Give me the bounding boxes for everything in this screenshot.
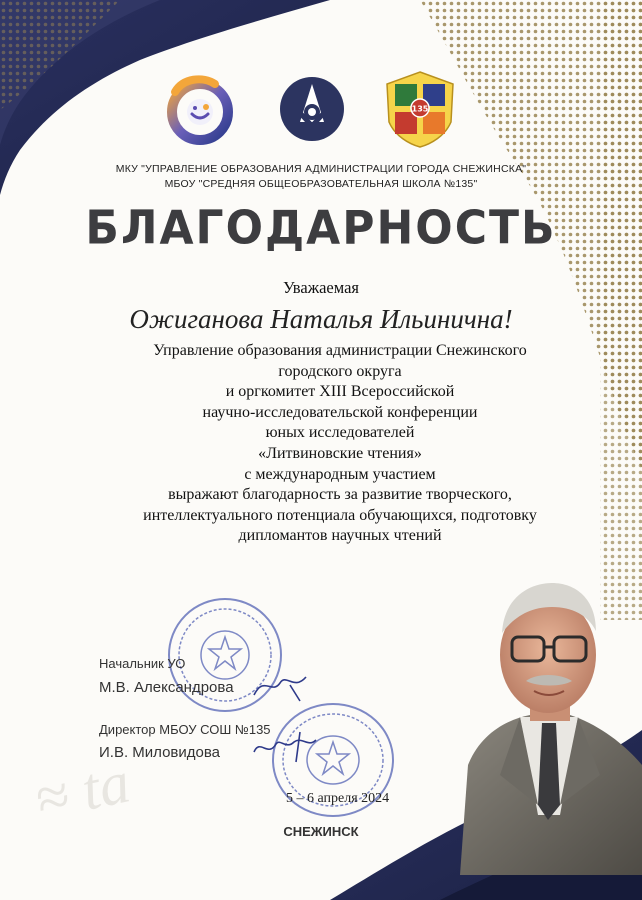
signature-icon [250,665,310,705]
signature-icon [250,728,320,768]
rosatom-logo-icon [278,74,346,144]
svg-text:≈ ta: ≈ ta [28,748,136,833]
greeting: Уважаемая [282,278,359,297]
signatory-1-name: М.В. Александрова [99,679,234,696]
body-line: дипломантов научных чтений [238,527,442,545]
page-title: БЛАГОДАРНОСТЬ [85,201,557,256]
city-name: СНЕЖИНСК [283,824,359,839]
body-text [60,341,620,547]
org-line-2: МБОУ "СРЕДНЯЯ ОБЩЕОБРАЗОВАТЕЛЬНАЯ ШКОЛА №135" [164,178,478,190]
body-line: выражают благодарность за развитие творческого, [168,486,512,504]
school-135-emblem-icon [385,70,455,148]
signatory-1-role: Начальник УО [99,656,186,671]
body-line: с международным участием [244,465,436,483]
signatory-2-role: Директор МБОУ СОШ №135 [99,722,271,737]
body-line: Управление образования администрации Снежинского [153,342,527,359]
signatory-2-name: И.В. Миловидова [99,744,221,761]
body-line: и оргкомитет XIII Всероссийской [225,383,455,401]
body-line: городского округа [278,362,402,380]
emblem-number: 135 [411,104,429,114]
event-date: 5 – 6 апреля 2024 [286,791,390,806]
body-line: юных исследователей [265,424,415,442]
snowflake-logo-icon [163,74,237,146]
body-line: «Литвиновские чтения» [258,444,422,462]
org-line-1: МКУ "УПРАВЛЕНИЕ ОБРАЗОВАНИЯ АДМИНИСТРАЦИИ ГОРОДА СНЕЖИНСКА" [115,163,527,175]
body-line: научно-исследовательской конференции [202,403,478,421]
recipient-name: Ожиганова Наталья Ильинична! [129,304,513,334]
body-line: интеллектуального потенциала обучающихся, подготовку [143,506,537,524]
